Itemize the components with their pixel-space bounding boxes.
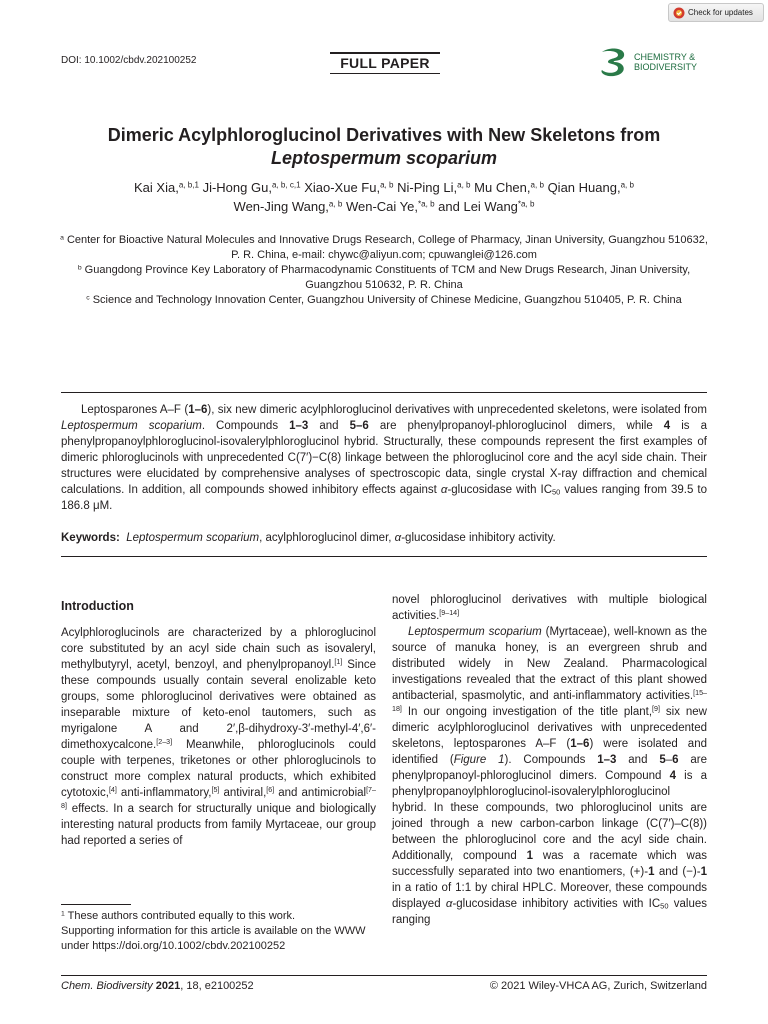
citation[interactable]: [9–14]	[439, 609, 460, 618]
citation[interactable]: [2–3]	[156, 738, 173, 747]
check-for-updates-icon	[673, 7, 685, 19]
author-list	[60, 178, 708, 216]
author: Xiao-Xue Fu,$^{a, b}$	[300, 180, 394, 195]
paragraph: Acylphloroglucinols are characterized by a phloroglucinol core substituted by an acyl side chain such as isovaleryl, methylbutyryl, acetyl, benzoyl, and phenylpropanoyl.[1] Since these compounds usually contain several enolizable keto groups, some phloroglucinol derivatives were obtained as inseparable mixture of keto-enol tautomers, such as myrigalone A and 2′,β-dihydroxy-3′-methyl-4′,6′-dimethoxycalcone.[2–3] Meanwhile, phloroglucinols could couple with terpenes, triketones or other phloroglucinols to construct more complex natural products, which exhibited cytotoxic,[4] anti-inflammatory,[5] antiviral,[6] and antimicrobial[7–8] effects. In a search for structurally unique and biologically interesting natural products from family Myrtaceae, our group had reported a series of	[61, 627, 376, 847]
author: Mu Chen,$^{a, b}$	[470, 180, 544, 195]
paragraph: novel phloroglucinol derivatives with multiple biological activities.[9–14]	[392, 594, 707, 622]
author: and Lei Wang$^{*a, b}$	[434, 199, 535, 214]
author: Wen-Jing Wang,$^{a, b}$	[233, 199, 343, 214]
footnote-line2: Supporting information for this article is available on the WWW under https://doi.org/10.1002/cbdv.202100252	[61, 925, 366, 952]
citation[interactable]: [4]	[108, 786, 117, 795]
citation[interactable]: [1]	[334, 658, 343, 667]
citation[interactable]: [5]	[211, 786, 220, 795]
affiliation-b: $^b$ Guangdong Province Key Laboratory of Pharmacodynamic Constituents of TCM and New Drugs Research, Jinan University, Guangzhou 510632, P. R. China	[77, 264, 691, 291]
footer-citation: Chem. Biodiversity 2021, 18, e2100252	[61, 980, 254, 992]
footnote-rule	[61, 904, 131, 905]
citation[interactable]: [6]	[266, 786, 275, 795]
divider	[61, 392, 707, 393]
footnote-line1: $^1$ These authors contributed equally to this work.	[61, 910, 296, 922]
journal-logo-line2: BIODIVERSITY	[634, 62, 698, 72]
affiliation-c: $^c$ Science and Technology Innovation Center, Guangzhou University of Chinese Medicine, Guangzhou 510405, P. R. China	[86, 294, 682, 306]
section-label-text: FULL PAPER	[340, 55, 430, 71]
footer-rule	[61, 975, 707, 976]
body-column-right	[392, 592, 707, 928]
check-for-updates-button[interactable]	[668, 3, 764, 22]
title-line2: Leptospermum scoparium	[270, 148, 498, 168]
author: Qian Huang,$^{a, b}$	[543, 180, 634, 195]
keywords: Keywords: Leptospermum scoparium, acylphloroglucinol dimer, α-glucosidase inhibitory activity.	[61, 532, 556, 544]
citation[interactable]: [7–8]	[61, 786, 376, 811]
author: Wen-Cai Ye,$^{*a, b}$	[342, 199, 435, 214]
doi-text[interactable]: DOI: 10.1002/cbdv.202100252	[61, 55, 197, 66]
affiliation-a: $^a$ Center for Bioactive Natural Molecules and Innovative Drugs Research, College of Pharmacy, Jinan University, Guangzhou 510632, P. R. China, e-mail: chywc@aliyun.com; cpuwanglei@126.com	[60, 234, 708, 261]
paragraph: Leptospermum scoparium (Myrtaceae), well-known as the source of manuka honey, is an evergreen shrub and distributed widely in New Zealand. Pharmacological investigations revealed that the extract of this plant showed antibacterial, spasmolytic, and anti-inflammatory activities.[15–18] In our ongoing investigation of the title plant,[9] six new dimeric acylphloroglucinol derivatives with unprecedented skeletons, leptosparones A–F (1–6) were isolated and identified (Figure 1). Compounds 1–3 and 5–6 are phenylpropanoyl-phloroglucinol dimers. Compound 4 is a phenylpropanoylphloroglucinol-isovalerylphloroglucinol hybrid. In these compounds, two phloroglucinol units are joined through a new carbon-carbon linkage (C(7′)–C(8)) between the phloroglucinol core and the acyl side chain. Additionally, compound 1 was a racemate which was successfully separated into two enantiomers, (+)-1 and (−)-1 in a ratio of 1:1 by chiral HPLC. Moreover, these compounds displayed α-glucosidase inhibitory activities with $IC_{50}$ values ranging	[392, 626, 708, 926]
author: Ji-Hong Gu,$^{a, b, c,1}$	[198, 180, 301, 195]
footnote	[61, 909, 376, 954]
citation[interactable]: [15–18]	[392, 689, 707, 714]
journal-logo-line1: CHEMISTRY &	[634, 52, 696, 62]
journal-logo-icon	[596, 46, 632, 78]
author: Ni-Ping Li,$^{a, b}$	[393, 180, 471, 195]
article-title	[60, 124, 708, 170]
keywords-label: Keywords:	[61, 532, 120, 544]
citation[interactable]: [9]	[652, 705, 660, 714]
check-for-updates-label: Check for updates	[688, 8, 753, 17]
title-line1: Dimeric Acylphloroglucinol Derivatives with New Skeletons from	[107, 125, 661, 145]
section-heading-introduction: Introduction	[61, 599, 134, 613]
abstract: Leptosparones A–F (1–6), six new dimeric acylphloroglucinol derivatives with unprecedented skeletons, were isolated from Leptospermum scoparium. Compounds 1–3 and 5–6 are phenylpropanoyl-phloroglucinol dimers, while 4 is a phenylpropanoylphloroglucinol-isovalerylphloroglucinol hybrid. Structurally, these compounds represent the first examples of dimeric phloroglucinols with unprecedented C(7′)−C(8) linkage between the phloroglucinol core and the acyl side chain. Their structures were elucidated by comprehensive analyses of spectroscopic data, single crystal X-ray diffraction and chemical calculations. In addition, all compounds showed inhibitory effects against α-glucosidase with $IC_{50}$ values ranging from 39.5 to 186.8 μM.	[61, 404, 707, 512]
affiliations	[60, 233, 708, 308]
footer-copyright: © 2021 Wiley-VHCA AG, Zurich, Switzerland	[489, 980, 707, 992]
section-label	[330, 52, 440, 74]
body-column-left	[61, 625, 376, 849]
figure-link[interactable]: Figure 1	[453, 754, 505, 766]
author: Kai Xia,$^{a, b,1}$	[134, 180, 199, 195]
journal-logo	[596, 46, 716, 78]
divider	[61, 556, 707, 557]
